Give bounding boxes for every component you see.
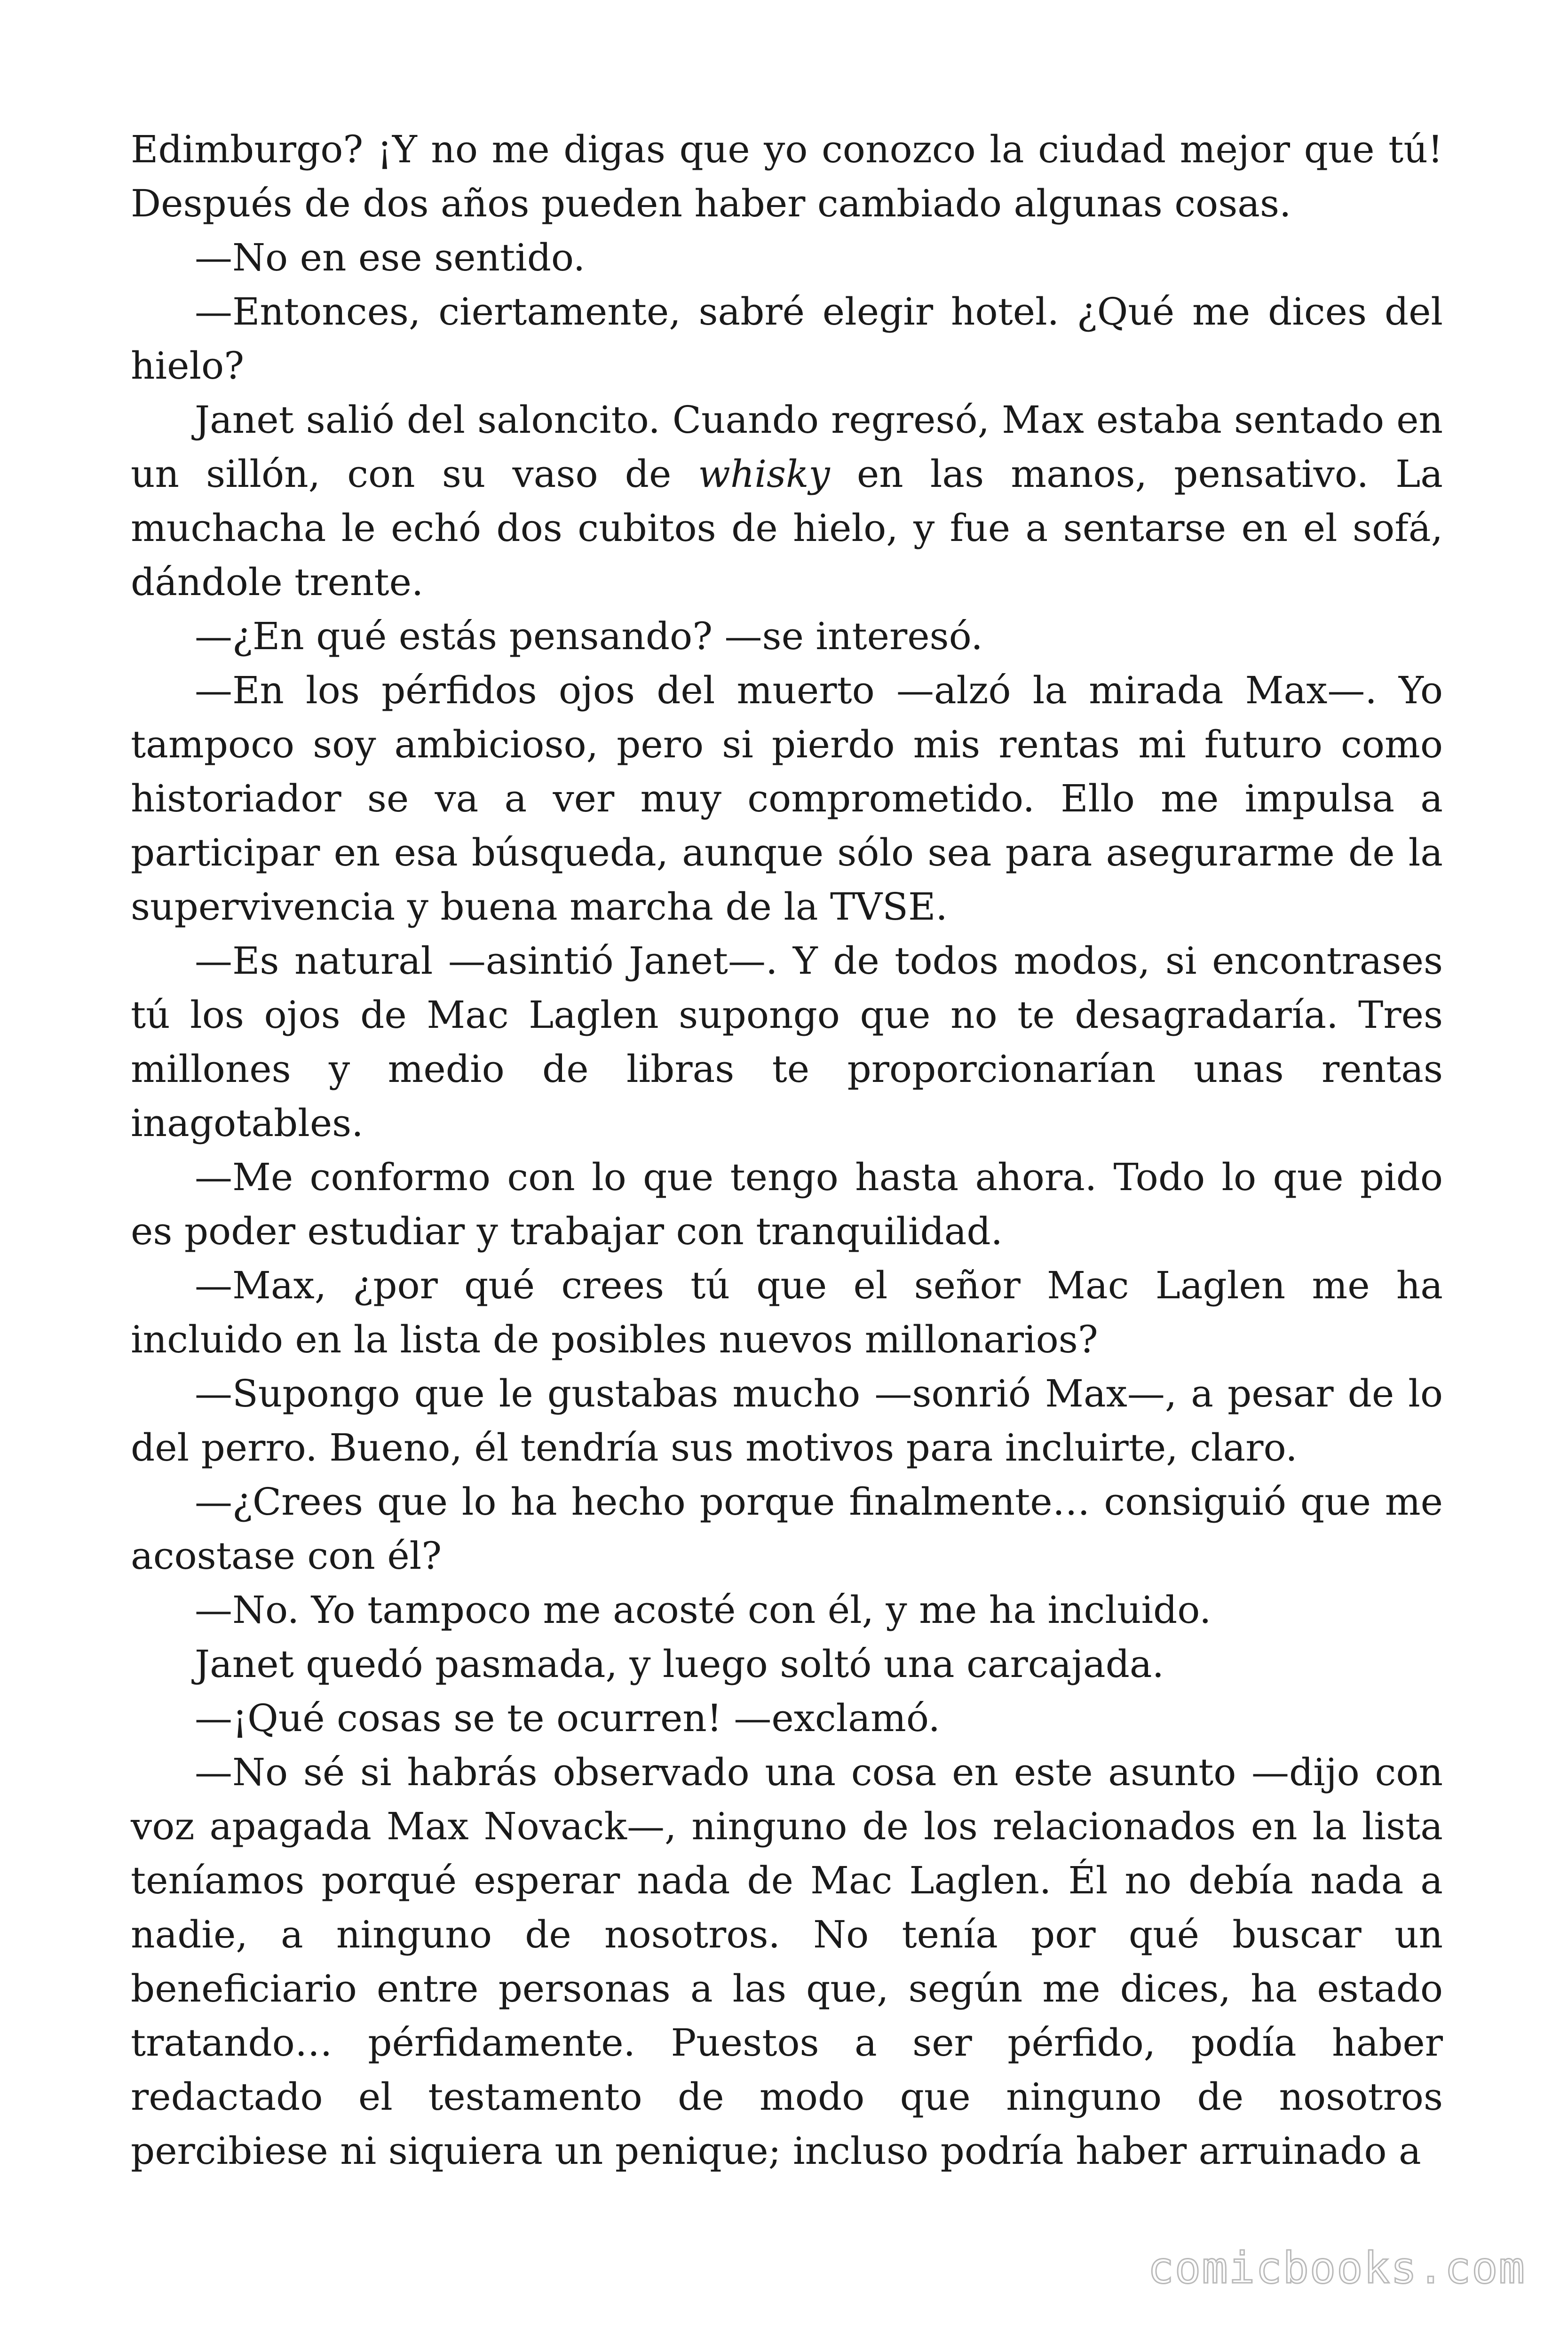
paragraph: —Max, ¿por qué crees tú que el señor Mac Laglen me ha incluido en la lista de posibles nuevos millonarios? xyxy=(131,1263,1443,1361)
italic-word: whisky xyxy=(698,452,830,496)
paragraph: —Supongo que le gustabas mucho —sonrió Max—, a pesar de lo del perro. Bueno, él tendría sus motivos para incluirte, claro. xyxy=(131,1372,1443,1470)
paragraph: —Es natural —asintió Janet—. Y de todos modos, si encontrases tú los ojos de Mac Laglen supongo que no te desagradaría. Tres millones y medio de libras te proporcionarían unas rentas inagotables. xyxy=(131,939,1443,1145)
paragraph: —No. Yo tampoco me acosté con él, y me ha incluido. xyxy=(195,1588,1212,1632)
paragraph: —No sé si habrás observado una cosa en este asunto —dijo con voz apagada Max Novack—, ninguno de los relacionados en la lista teníamos porqué esperar nada de Mac Laglen. Él no debía nada a nadie, a ninguno de nosotros. No tenía por qué buscar un beneficiario entre personas a las que, según me dices, ha estado tratando… pérfidamente. Puestos a ser pérfido, podía haber redactado el testamento de modo que ninguno de nosotros percibiese ni siquiera un penique; incluso podría haber arruinado a xyxy=(131,1750,1443,2173)
paragraph: —¿En qué estás pensando? —se interesó. xyxy=(195,614,983,658)
paragraph: Janet salió del saloncito. Cuando regresó, Max estaba sentado en un sillón, con su vaso de whisky en las manos, pensativo. La muchacha le echó dos cubitos de hielo, y fue a sentarse en el sofá, dándole trente. xyxy=(131,398,1443,604)
paragraph: —¡Qué cosas se te ocurren! —exclamó. xyxy=(195,1696,940,1740)
paragraph: —Entonces, ciertamente, sabré elegir hotel. ¿Qué me dices del hielo? xyxy=(131,290,1443,388)
paragraph: —En los pérfidos ojos del muerto —alzó la mirada Max—. Yo tampoco soy ambicioso, pero si pierdo mis rentas mi futuro como historiador se va a ver muy comprometido. Ello me impulsa a participar en esa búsqueda, aunque sólo sea para asegurarme de la supervivencia y buena marcha de la TVSE. xyxy=(131,668,1443,929)
paragraph: —Me conformo con lo que tengo hasta ahora. Todo lo que pido es poder estudiar y trabajar con tranquilidad. xyxy=(131,1155,1443,1253)
paragraph: Janet quedó pasmada, y luego soltó una carcajada. xyxy=(195,1642,1164,1686)
watermark: comicbooks.com xyxy=(1148,2243,1526,2293)
paragraph: —No en ese sentido. xyxy=(195,236,586,279)
paragraph-continuation: Edimburgo? ¡Y no me digas que yo conozco la ciudad mejor que tú! Después de dos años pueden haber cambiado algunas cosas. xyxy=(131,127,1443,225)
page-body xyxy=(131,122,1443,2178)
paragraph: —¿Crees que lo ha hecho porque finalmente… consiguió que me acostase con él? xyxy=(131,1480,1443,1578)
